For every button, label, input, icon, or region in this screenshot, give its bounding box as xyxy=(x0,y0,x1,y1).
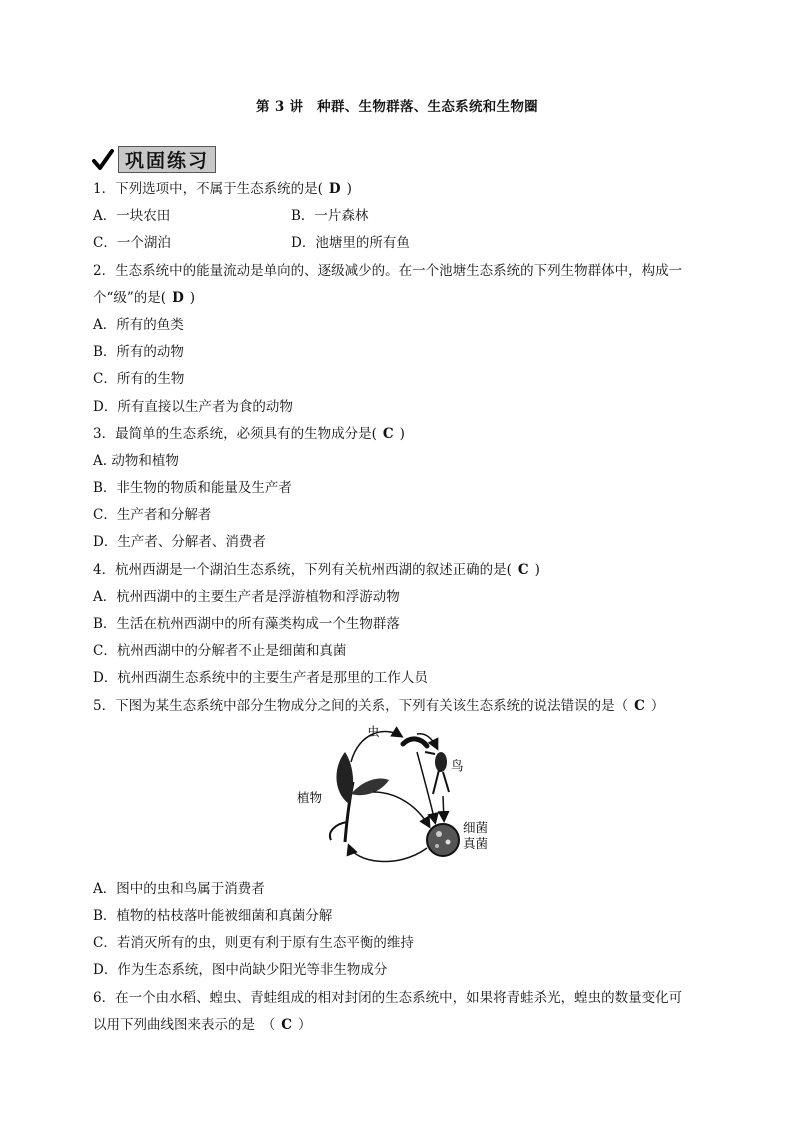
ecosystem-figure xyxy=(93,720,703,876)
plant-icon xyxy=(330,752,389,842)
arrow-bird-to-microbe xyxy=(443,796,444,820)
option: D．作为生态系统，图中尚缺少阳光等非生物成分 xyxy=(93,962,388,979)
plant-label: 植物 xyxy=(297,789,323,805)
option: A．图中的虫和鸟属于消费者 xyxy=(93,880,265,897)
ecosystem-diagram xyxy=(293,722,503,872)
option: D．杭州西湖生态系统中的主要生产者是那里的工作人员 xyxy=(93,670,428,687)
option: C．杭州西湖中的分解者不止是细菌和真菌 xyxy=(93,643,347,660)
option: B．一片森林 xyxy=(291,208,369,225)
arrow-microbe-to-plant xyxy=(349,846,427,861)
option: C．一个湖泊 xyxy=(93,235,171,252)
question-2-stem-cont: 个“级”的是( D ) xyxy=(93,289,196,306)
microbe-label-2: 真菌 xyxy=(463,835,489,851)
option: B．非生物的物质和能量及生产者 xyxy=(93,480,292,497)
option: D．池塘里的所有鱼 xyxy=(291,235,410,252)
microbe-label-1: 细菌 xyxy=(463,819,489,835)
questions xyxy=(93,176,703,1039)
arrow-insect-to-microbe xyxy=(417,752,435,822)
bird-label: 鸟 xyxy=(451,757,464,773)
question-6-stem-cont: 以用下列曲线图来表示的是 （ C ） xyxy=(93,1016,312,1033)
question-6-answer: C xyxy=(281,1016,292,1033)
insect-label: 虫 xyxy=(367,723,380,739)
check-icon xyxy=(92,149,114,171)
option: B．生活在杭州西湖中的所有藻类构成一个生物群落 xyxy=(93,616,400,632)
section-title: 巩固练习 xyxy=(118,146,216,173)
question-1-answer: D xyxy=(328,181,341,197)
question-1-options-row xyxy=(93,230,703,257)
question-5-answer: C xyxy=(634,697,645,714)
question-1-stem: 1．下列选项中，不属于生态系统的是( D ) xyxy=(93,181,352,197)
option: A．一块农田 xyxy=(93,208,171,225)
bird-icon xyxy=(425,752,449,794)
question-2-answer: D xyxy=(172,289,184,306)
option: B．所有的动物 xyxy=(93,344,184,361)
question-1-options-row xyxy=(93,203,703,230)
question-5-stem: 5．下图为某生态系统中部分生物成分之间的关系，下列有关该生态系统的说法错误的是（ C ） xyxy=(93,697,665,714)
insect-icon xyxy=(403,739,427,746)
option: C．生产者和分解者 xyxy=(93,507,212,524)
option: A．所有的鱼类 xyxy=(93,316,184,333)
question-3-answer: C xyxy=(382,425,394,442)
option: B．植物的枯枝落叶能被细菌和真菌分解 xyxy=(93,907,333,924)
question-4-answer: C xyxy=(517,561,529,578)
option: C．所有的生物 xyxy=(93,371,185,388)
option: A．杭州西湖中的主要生产者是浮游植物和浮游动物 xyxy=(93,588,400,605)
question-6-stem: 6．在一个由水稻、蝗虫、青蛙组成的相对封闭的生态系统中，如果将青蛙杀光，蝗虫的数量变化可 xyxy=(93,989,683,1006)
arrow-plant-to-microbe xyxy=(373,792,429,826)
option: C．若消灭所有的虫，则更有利于原有生态平衡的维持 xyxy=(93,935,414,952)
page-title: 第 3 讲 种群、生物群落、生态系统和生物圈 xyxy=(256,99,538,115)
microbe-icon xyxy=(427,824,459,856)
section-header xyxy=(92,146,216,173)
question-2-stem: 2．生态系统中的能量流动是单向的、逐级减少的。在一个池塘生态系统的下列生物群体中，构成一 xyxy=(93,262,683,279)
option: A. 动物和植物 xyxy=(93,452,179,469)
question-3-stem: 3．最简单的生态系统，必须具有的生物成分是( C ) xyxy=(93,425,405,442)
option: D．生产者、分解者、消费者 xyxy=(93,534,266,551)
question-4-stem: 4．杭州西湖是一个湖泊生态系统，下列有关杭州西湖的叙述正确的是( C ) xyxy=(93,561,540,578)
option: D．所有直接以生产者为食的动物 xyxy=(93,398,293,415)
